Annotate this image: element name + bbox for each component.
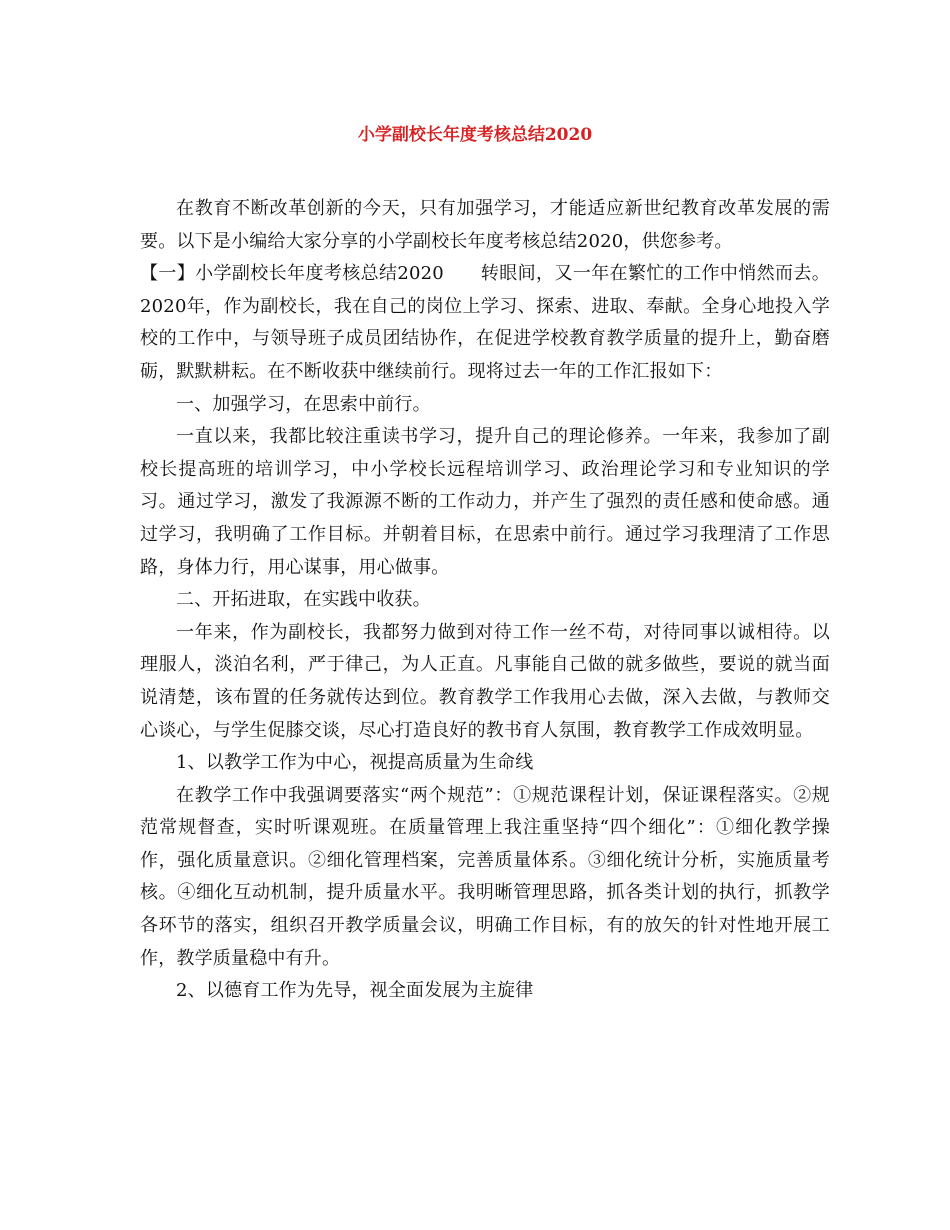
section-one-paragraph: 【一】小学副校长年度考核总结2020 转眼间，又一年在繁忙的工作中悄然而去。2020年，作为副校长，我在自己的岗位上学习、探索、进取、奉献。全身心地投入学校的工作中，与领导班子成员团结协作，在促进学校教育教学质量的提升上，勤奋磨砺，默默耕耘。在不断收获中继续前行。现将过去一年的工作汇报如下： [140, 263, 830, 382]
heading-teaching: 1、以教学工作为中心，视提高质量为生命线 [176, 752, 534, 774]
teaching-paragraph: 在教学工作中我强调要落实“两个规范”：①规范课程计划，保证课程落实。②规范常规督查，实时听课观班。在质量管理上我注重坚持“四个细化”：①细化教学操作，强化质量意识。②细化管理档案，完善质量体系。③细化统计分析，实施质量考核。④细化互动机制，提升质量水平。我明晰管理思路，抓各类计划的执行，抓教学各环节的落实，组织召开教学质量会议，明确工作目标，有的放矢的针对性地开展工作，教学质量稳中有升。 [140, 784, 830, 969]
document-title: 小学副校长年度考核总结2020 [357, 125, 593, 145]
heading-moral-education: 2、以德育工作为先导，视全面发展为主旋律 [176, 980, 534, 1002]
study-paragraph: 一直以来，我都比较注重读书学习，提升自己的理论修养。一年来，我参加了副校长提高班的培训学习，中小学校长远程培训学习、政治理论学习和专业知识的学习。通过学习，激发了我源源不断的工作动力，并产生了强烈的责任感和使命感。通过学习，我明确了工作目标。并朝着目标，在思索中前行。通过学习我理清了工作思路，身体力行，用心谋事，用心做事。 [140, 426, 830, 578]
document-body [140, 193, 830, 1008]
heading-study: 一、加强学习，在思索中前行。 [176, 393, 431, 415]
intro-paragraph: 在教育不断改革创新的今天，只有加强学习，才能适应新世纪教育改革发展的需要。以下是小编给大家分享的小学副校长年度考核总结2020，供您参考。 [140, 198, 830, 252]
heading-practice: 二、开拓进取，在实践中收获。 [176, 589, 431, 611]
practice-paragraph: 一年来，作为副校长，我都努力做到对待工作一丝不苟，对待同事以诚相待。以理服人，淡泊名利，严于律己，为人正直。凡事能自己做的就多做些，要说的就当面说清楚，该布置的任务就传达到位。教育教学工作我用心去做，深入去做，与教师交心谈心，与学生促膝交谈，尽心打造良好的教书育人氛围，教育教学工作成效明显。 [140, 621, 830, 741]
